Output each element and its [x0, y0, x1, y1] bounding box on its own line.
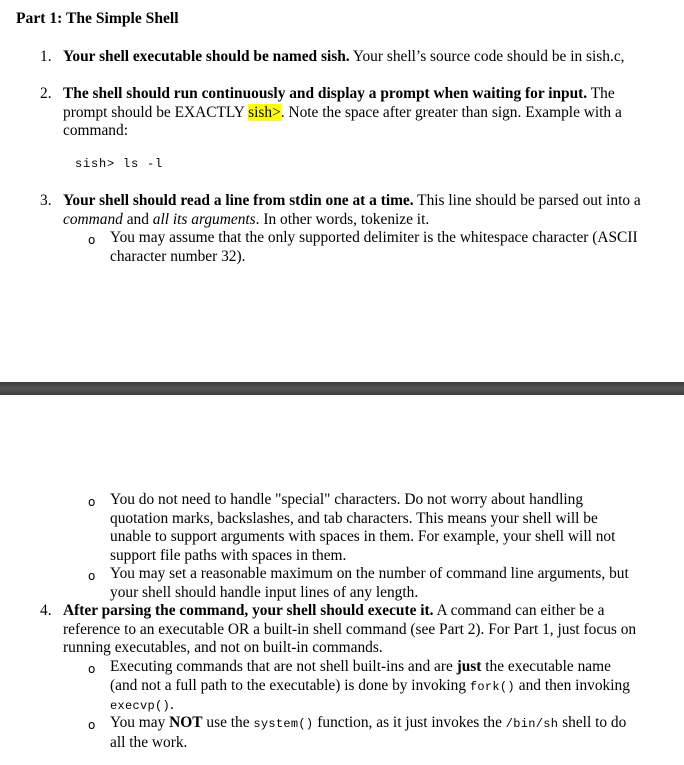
document-page-2: [0, 395, 684, 765]
list-item-1: [63, 48, 643, 67]
sub-item-max-arguments: You may set a reasonable maximum on the number of command line arguments, but your shell should handle input lines of any length.: [110, 565, 629, 601]
sub-item-system: [110, 714, 642, 752]
code-system: system(): [253, 717, 314, 731]
code-fork: fork(): [469, 679, 515, 694]
item-3-text-a: This line should be parsed out into a: [413, 192, 641, 209]
system-text-a: You may: [110, 714, 170, 731]
item-3-text-b: and: [122, 210, 153, 228]
sub-item-special-characters: You do not need to handle "special" characters. Do not worry about handling quotation marks, backslashes, and tab characters. This means your shell will be unable to support arguments with spaces in them. For example, your shell will not support file paths with spaces in them.: [110, 491, 616, 564]
execvp-text-d: .: [170, 696, 174, 714]
item-3-italic-a: command: [63, 210, 123, 228]
item-1-bold: Your shell executable should be named sish.: [63, 48, 350, 65]
system-bold: NOT: [169, 714, 203, 731]
list-number-1: 1.: [40, 48, 52, 65]
item-4-text: A command can either be a reference to an executable OR a built-in shell command (see Part 2). For Part 1, just focus on running executables, and not on built-in commands.: [63, 602, 637, 657]
execvp-text-c: and then invoking: [514, 676, 630, 694]
sub-item-delimiter: You may assume that the only supported delimiter is the whitespace character (ASCII character number 32).: [110, 229, 638, 265]
execvp-text-a: Executing commands that are not shell built-ins and are: [110, 658, 457, 675]
system-text-d: shell to do all the work.: [110, 714, 627, 751]
bullet-marker: o: [88, 662, 96, 676]
list-item-4: [63, 602, 643, 658]
code-execvp: execvp(): [110, 699, 171, 714]
code-example: sish> ls -l: [75, 157, 164, 171]
section-heading: Part 1: The Simple Shell: [16, 10, 179, 27]
item-4-bold: After parsing the command, your shell should execute it.: [63, 602, 434, 619]
item-3-bold: Your shell should read a line from stdin one at a time.: [63, 192, 414, 209]
item-3-text-c: . In other words, tokenize it.: [255, 210, 430, 228]
bullet-marker: o: [88, 233, 96, 247]
system-text-c: function, as it just invokes the: [313, 714, 506, 731]
item-2-text-a: The prompt should be EXACTLY: [63, 85, 615, 121]
list-number-3: 3.: [40, 192, 52, 209]
item-3-italic-b: all its arguments: [152, 210, 256, 228]
bullet-marker: o: [88, 569, 96, 583]
page-break-divider: [0, 382, 684, 395]
document-page-1: [0, 0, 684, 382]
list-item-3: [63, 192, 643, 229]
bullet-marker: o: [88, 718, 96, 732]
item-2-text-b: . Note the space after greater than sign. Example with a command:: [63, 103, 622, 140]
list-item-2: [63, 85, 643, 141]
code-bin-sh: /bin/sh: [505, 717, 559, 731]
execvp-bold: just: [456, 658, 482, 675]
execvp-text-b: the executable name (and not a full path to the executable) is done by invoking: [110, 658, 611, 694]
list-number-4: 4.: [40, 602, 52, 619]
item-1-text: Your shell’s source code should be in sish.c,: [349, 48, 625, 65]
bullet-marker: o: [88, 495, 96, 509]
sub-item-execvp: [110, 658, 642, 716]
prompt-highlight: sish>: [248, 103, 281, 121]
list-number-2: 2.: [40, 85, 52, 102]
system-text-b: use the: [202, 714, 254, 731]
item-2-bold: The shell should run continuously and display a prompt when waiting for input.: [63, 85, 588, 102]
